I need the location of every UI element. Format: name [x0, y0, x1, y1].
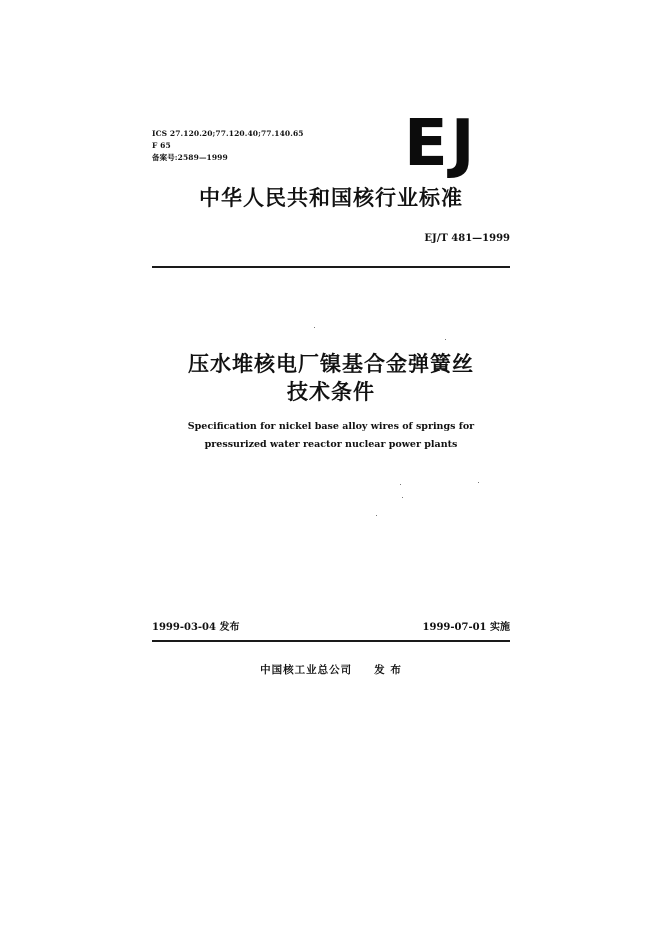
publisher-name: 中国核工业总公司	[260, 664, 353, 676]
scan-speck	[402, 497, 403, 498]
ccs-code: F 65	[152, 141, 171, 150]
top-divider	[152, 266, 510, 268]
document-title-en-line1: Specification for nickel base alloy wires of springs for	[187, 421, 475, 432]
standard-code: EJ/T 481—1999	[424, 233, 510, 244]
publisher-line	[100, 663, 562, 677]
filing-number: 备案号:2589—1999	[152, 153, 228, 162]
document-title-cn-line1: 压水堆核电厂镍基合金弹簧丝	[188, 352, 474, 376]
scan-speck	[400, 484, 401, 485]
scan-speck	[445, 339, 446, 340]
bottom-divider	[152, 640, 510, 642]
standard-title: 中华人民共和国核行业标准	[199, 186, 463, 210]
scan-speck	[314, 327, 315, 328]
document-title-en-line2: pressurized water reactor nuclear power plants	[204, 439, 458, 450]
issue-date: 1999-03-04 发布	[152, 622, 240, 633]
effective-date: 1999-07-01 实施	[422, 622, 510, 633]
scan-speck	[376, 515, 377, 516]
scan-speck	[478, 482, 479, 483]
publish-action: 发 布	[374, 664, 402, 676]
ics-code: ICS 27.120.20;77.120.40;77.140.65	[152, 129, 304, 138]
ej-logo: EJ	[404, 107, 478, 181]
document-title-cn-line2: 技术条件	[287, 380, 375, 404]
